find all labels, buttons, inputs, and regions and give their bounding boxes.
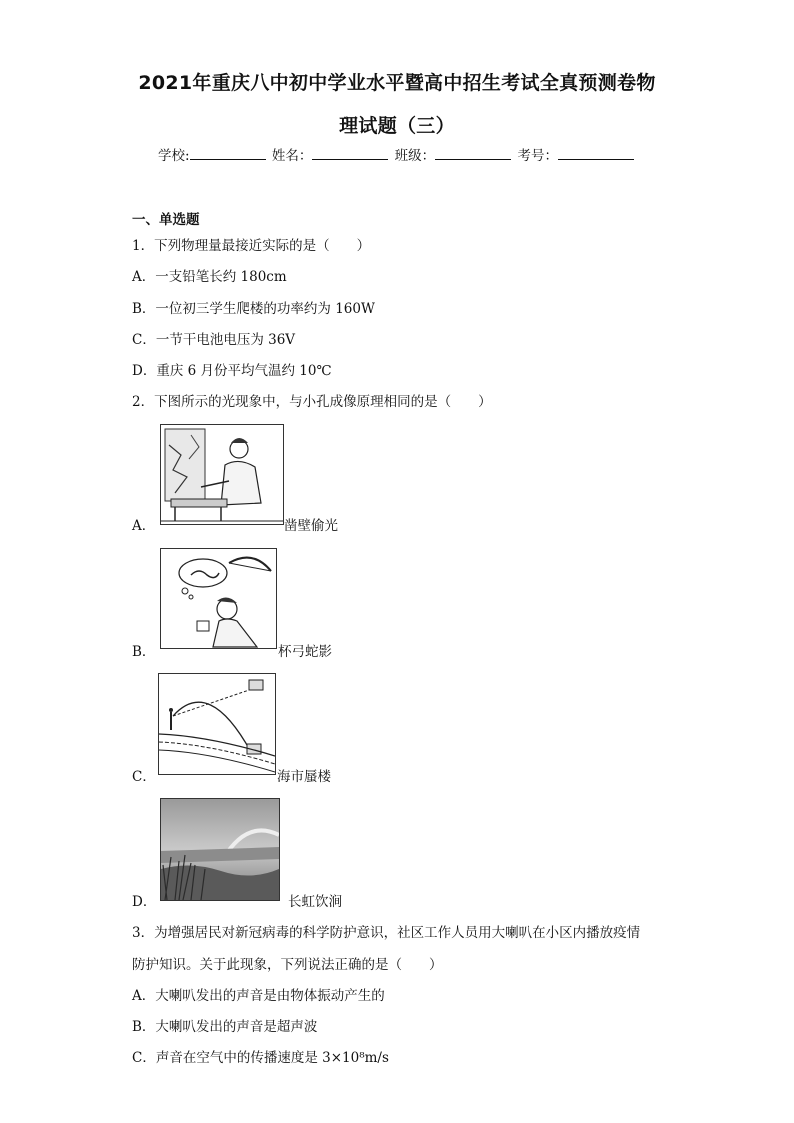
exam-title-line1: 2021年重庆八中初中学业水平暨高中招生考试全真预测卷物 xyxy=(138,72,656,94)
q1-stem: 1．下列物理量最接近实际的是（ ） xyxy=(132,238,371,254)
q2-option-c-letter: C． xyxy=(132,769,156,785)
exam-number-label: 考号： xyxy=(517,148,558,164)
student-info-row xyxy=(0,144,794,164)
q2-option-d-image xyxy=(160,798,280,901)
q1-option-b: B．一位初三学生爬楼的功率约为 160W xyxy=(132,301,375,317)
q3-option-a: A．大喇叭发出的声音是由物体振动产生的 xyxy=(132,988,385,1004)
q2-option-a-caption: 凿壁偷光 xyxy=(284,518,338,534)
q2-option-c-image xyxy=(158,673,276,775)
q2-option-c-caption: 海市蜃楼 xyxy=(277,769,331,785)
q2-option-b-caption: 杯弓蛇影 xyxy=(278,644,332,660)
exam-title-line2: 理试题（三） xyxy=(339,115,455,137)
q2-stem: 2．下图所示的光现象中，与小孔成像原理相同的是（ ） xyxy=(132,394,492,410)
q1-option-d: D．重庆 6 月份平均气温约 10℃ xyxy=(132,363,332,379)
exam-number-blank[interactable] xyxy=(558,147,634,160)
section-heading: 一、单选题 xyxy=(132,212,200,228)
q3-stem-line2: 防护知识。关于此现象，下列说法正确的是（ ） xyxy=(132,957,443,973)
class-blank[interactable] xyxy=(435,147,511,160)
q2-option-a-image xyxy=(160,424,284,525)
class-label: 班级： xyxy=(394,148,436,164)
q1-option-a: A．一支铅笔长约 180cm xyxy=(132,269,287,285)
q2-option-b-image xyxy=(160,548,277,649)
q3-stem-line1: 3．为增强居民对新冠病毒的科学防护意识，社区工作人员用大喇叭在小区内播放疫情 xyxy=(132,925,641,941)
q2-option-b-letter: B． xyxy=(132,644,156,660)
q2-option-d-letter: D． xyxy=(132,894,157,910)
school-label: 学校: xyxy=(158,148,190,164)
q3-option-b: B．大喇叭发出的声音是超声波 xyxy=(132,1019,318,1035)
q1-option-c: C．一节干电池电压为 36V xyxy=(132,332,296,348)
name-label: 姓名： xyxy=(271,148,313,164)
q2-option-a-letter: A． xyxy=(132,518,156,534)
q2-option-d-caption: 长虹饮涧 xyxy=(288,894,342,910)
school-blank[interactable] xyxy=(190,147,266,160)
q3-option-c: C．声音在空气中的传播速度是 3×10⁸m/s xyxy=(132,1050,389,1066)
name-blank[interactable] xyxy=(312,147,388,160)
